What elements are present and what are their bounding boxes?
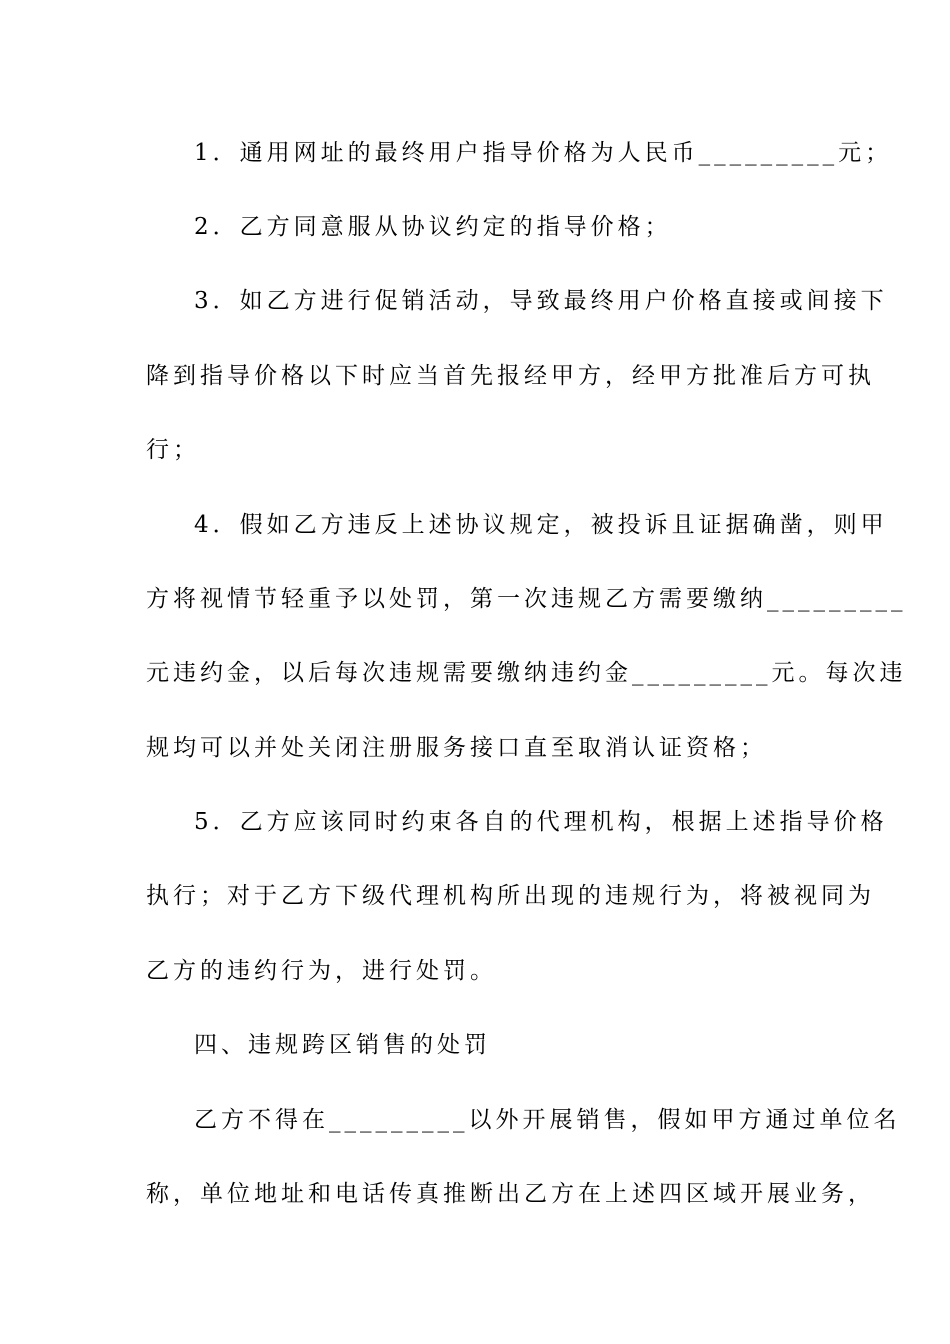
clause-4-line-4: 规均可以并处关闭注册服务接口直至取消认证资格； (146, 735, 767, 761)
clause-3-line-2: 降到指导价格以下时应当首先报经甲方，经甲方批准后方可执 (146, 363, 875, 389)
section-paragraph-line-2: 称，单位地址和电话传真推断出乙方在上述四区域开展业务， (146, 1181, 875, 1207)
clause-5-line-3: 乙方的违约行为，进行处罚。 (146, 958, 497, 984)
clause-5-line-2: 执行；对于乙方下级代理机构所出现的违规行为，将被视同为 (146, 883, 875, 909)
clause-1-line: 1．通用网址的最终用户指导价格为人民币_________元； (194, 140, 893, 166)
clause-5-line-1: 5．乙方应该同时约束各自的代理机构，根据上述指导价格 (194, 809, 888, 835)
clause-2-line: 2．乙方同意服从协议约定的指导价格； (194, 214, 672, 240)
clause-4-line-3: 元违约金，以后每次违规需要缴纳违约金_________元。每次违 (146, 660, 907, 686)
clause-3-line-1: 3．如乙方进行促销活动，导致最终用户价格直接或间接下 (194, 288, 888, 314)
clause-4-line-1: 4．假如乙方违反上述协议规定，被投诉且证据确凿，则甲 (194, 512, 888, 538)
section-paragraph-line-1: 乙方不得在_________以外开展销售，假如甲方通过单位名 (194, 1107, 901, 1133)
clause-4-line-2: 方将视情节轻重予以处罚，第一次违规乙方需要缴纳_________ (146, 586, 907, 612)
clause-3-line-3: 行； (146, 437, 200, 463)
section-heading: 四、违规跨区销售的处罚 (194, 1032, 491, 1058)
